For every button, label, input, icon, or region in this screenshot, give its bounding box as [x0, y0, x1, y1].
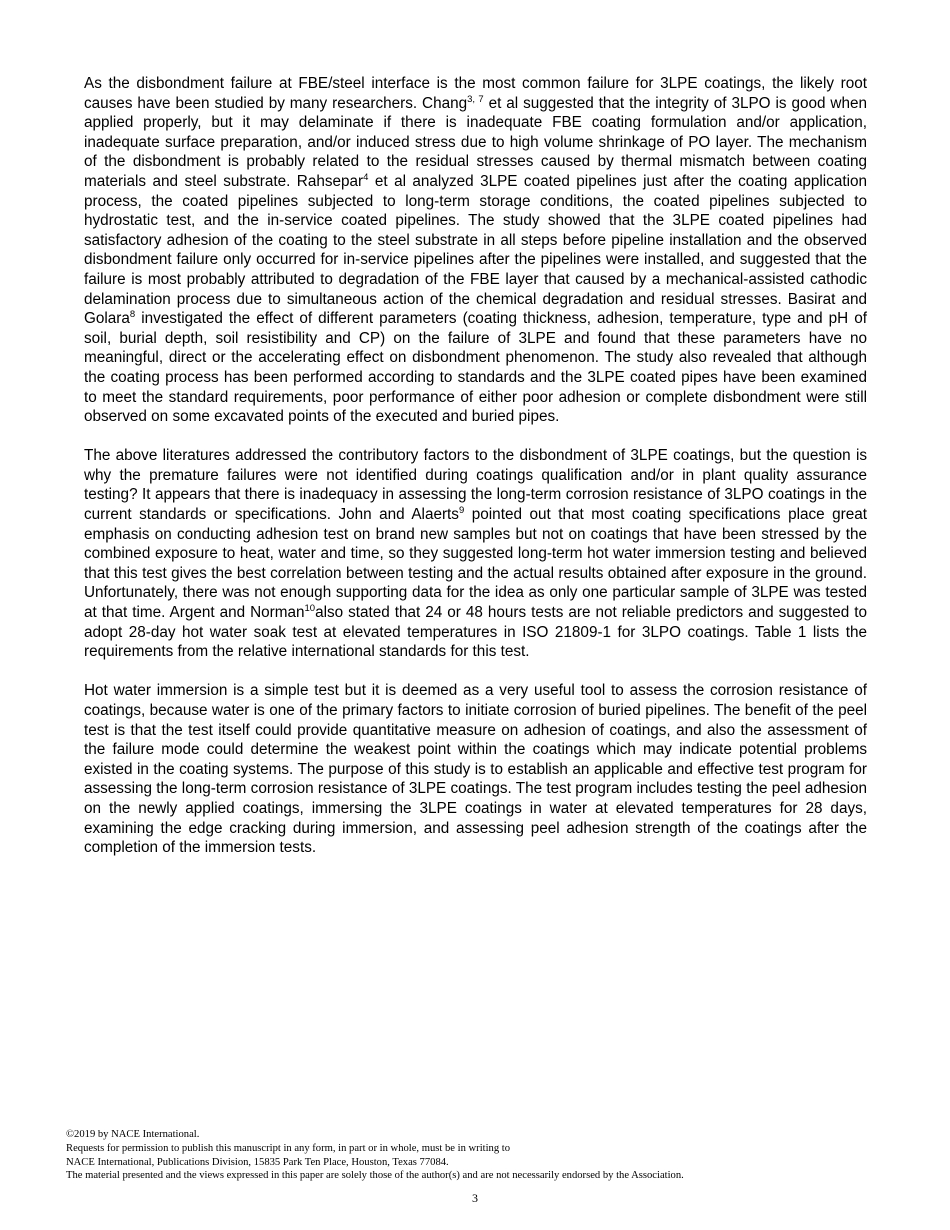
paragraph-text: also stated that 24 or 48 hours tests are not reliable predictors and suggested to adopt 28-day hot water soak test at elevated temperatures in ISO 21809-1 for 3LPO coatings. Table 1 lists the requirements from the relative international standards for this test.: [84, 604, 867, 661]
paragraph-text: The above literatures addressed the contributory factors to the disbondment of 3LPE coatings, but the question is why the premature failures were not identified during coatings qualification and/or in plant quality assurance testing? It appears that there is inadequacy in assessing the long-term corrosion resistance of 3LPO coatings in the current standards or specifications. John and Alaerts: [84, 447, 867, 524]
citation-ref: 10: [304, 603, 316, 615]
body-paragraph: [84, 74, 867, 427]
paragraph-text: et al suggested that the integrity of 3LPO is good when applied properly, but it may delaminate if there is inadequate FBE coating formulation and/or application, inadequate surface preparation, and/or induced stress due to high volume shrinkage of PO layer. The mechanism of the disbondment is probably related to the residual stresses caused by thermal mismatch between coating materials and steel substrate. Rahsepar: [84, 94, 867, 190]
footer-line: The material presented and the views expressed in this paper are solely those of the author(s) and are not necessarily endorsed by the Association.: [66, 1170, 684, 1182]
page-body: [84, 74, 867, 877]
citation-ref: 3, 7: [467, 93, 484, 105]
page-number: 3: [472, 1191, 478, 1205]
citation-ref: 9: [458, 505, 465, 517]
footer-line: NACE International, Publications Division, 15835 Park Ten Place, Houston, Texas 77084.: [66, 1156, 449, 1168]
citation-ref: 4: [363, 171, 369, 183]
paragraph-text: et al analyzed 3LPE coated pipelines just after the coating application process, the coated pipelines subjected to long-term storage conditions, the coated pipelines subjected to hydrostatic test, and the in-service coated pipelines. The study showed that the 3LPE coated pipelines had satisfactory adhesion of the coating to the steel substrate in all steps before pipeline installation and the observed disbondment failure only occurred for in-service pipelines after the pipelines were installed, and suggested that the failure is most probably attributed to degradation of the FBE layer that caused by a mechanical-assisted cathodic delamination process due to simultaneous action of the chemical degradation and residual stresses. Basirat and Golara: [84, 172, 867, 328]
footer-line: ©2019 by NACE International.: [66, 1129, 200, 1140]
paragraph-text: investigated the effect of different parameters (coating thickness, adhesion, temperature, type and pH of soil, burial depth, soil resistibility and CP) on the failure of 3LPE and found that these parameters have no meaningful, direct or the accelerating effect on disbondment phenomenon. The study also revealed that although the coating process has been performed according to standards and the 3LPE coated pipes have been examined to meet the standard requirements, poor performance of either poor adhesion or complete disbondment were still observed on some excavated points of the executed and buried pipes.: [84, 310, 867, 426]
paragraph-text: As the disbondment failure at FBE/steel interface is the most common failure for 3LPE coatings, the likely root causes have been studied by many researchers. Chang: [84, 75, 867, 112]
copyright-footer: [66, 1128, 886, 1183]
body-paragraph: [84, 446, 867, 662]
body-paragraph: [84, 681, 867, 857]
paragraph-text: pointed out that most coating specifications place great emphasis on conducting adhesion test on brand new samples but not on coatings that have been stressed by the combined exposure to heat, water and time, so they suggested long-term hot water immersion testing and believed that this test gives the best correlation between testing and the actual results obtained after exposure in the ground. Unfortunately, there was not enough supporting data for the idea as only one particular sample of 3LPE was tested at that time. Argent and Norman: [84, 506, 868, 622]
paragraph-text: Hot water immersion is a simple test but it is deemed as a very useful tool to assess the corrosion resistance of coatings, because water is one of the primary factors to initiate corrosion of buried pipelines. The benefit of the peel test is that the test itself could provide quantitative measure on adhesion of coatings, and also the assessment of the failure mode could determine the weakest point within the coatings which may indicate potential problems existed in the coating systems. The purpose of this study is to establish an applicable and effective test program for assessing the long-term corrosion resistance of 3LPE coatings. The test program includes testing the peel adhesion on the newly applied coatings, immersing the 3LPE coatings in water at elevated temperatures for 28 days, examining the edge cracking during immersion, and assessing peel adhesion strength of the coatings after the completion of the immersion tests.: [84, 682, 867, 857]
footer-line: Requests for permission to publish this manuscript in any form, in part or in whole, must be in writing to: [66, 1142, 511, 1154]
citation-ref: 8: [129, 309, 136, 321]
